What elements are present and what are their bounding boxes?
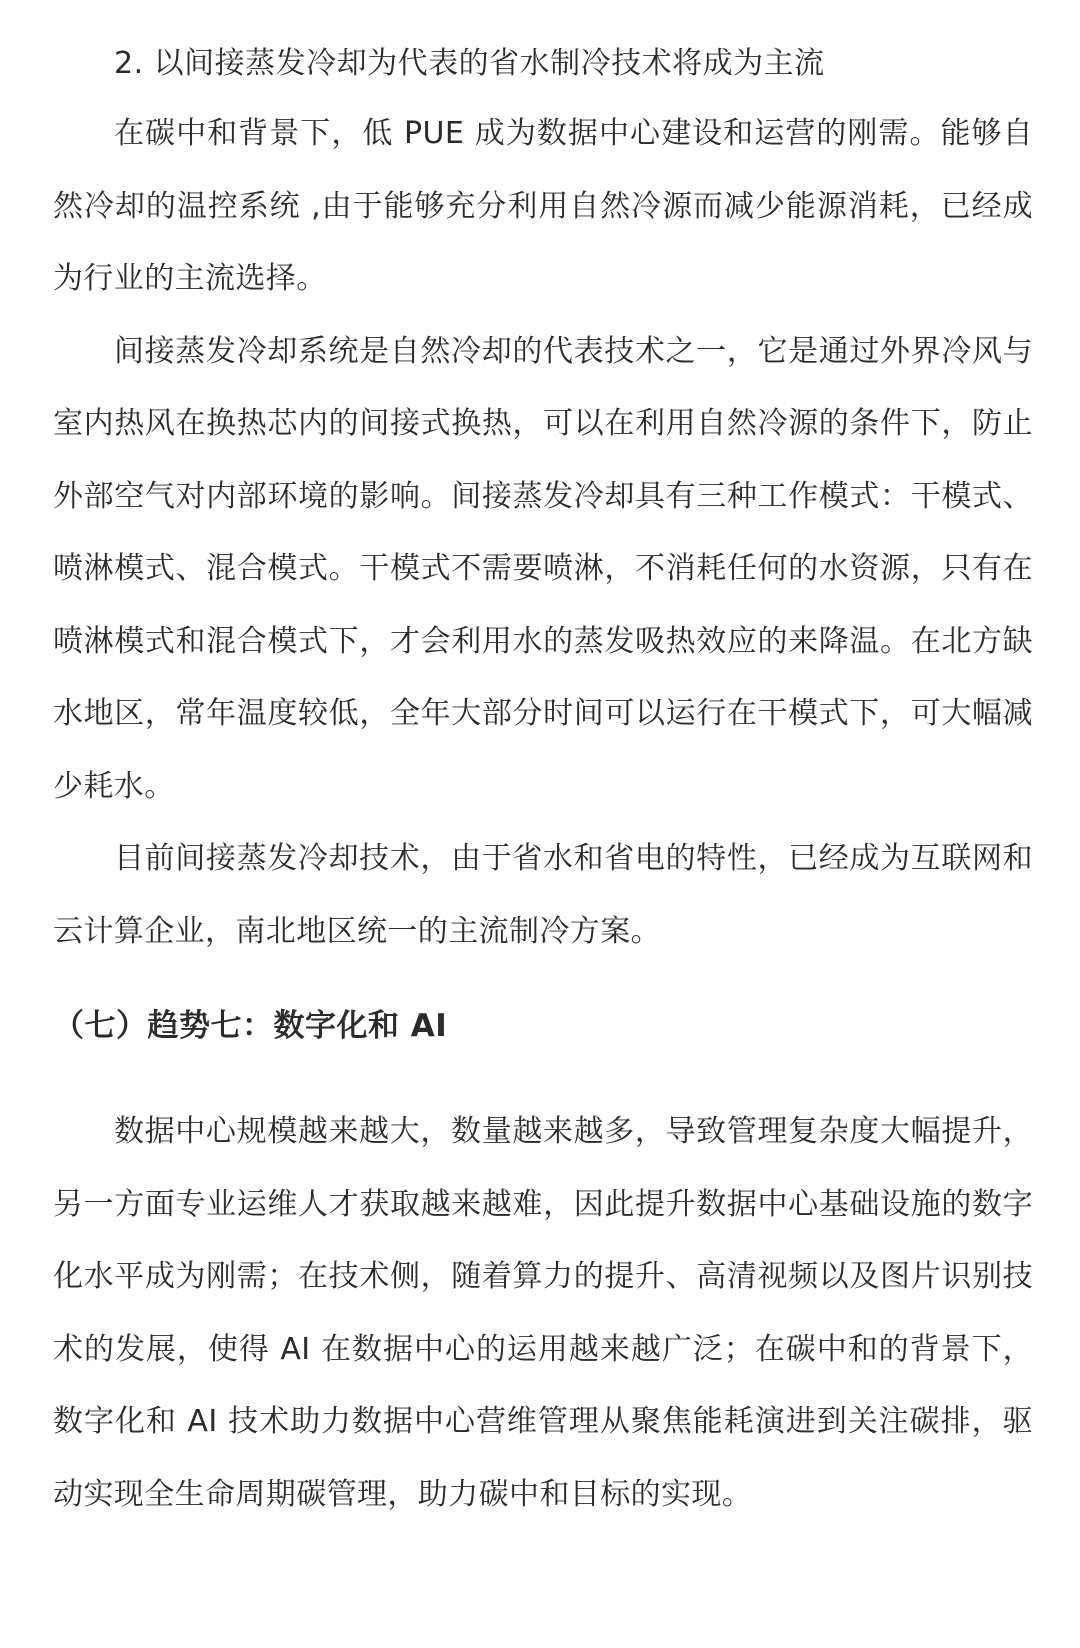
subsection-heading: 2. 以间接蒸发冷却为代表的省水制冷技术将成为主流 <box>114 46 825 81</box>
paragraph-indirect-evaporative-cooling: 间接蒸发冷却系统是自然冷却的代表技术之一，它是通过外界冷风与室内热风在换热芯内的间接式换热，可以在利用自然冷源的条件下，防止外部空气对内部环境的影响。间接蒸发冷却具有三种工作模式：干模式、喷淋模式、混合模式。干模式不需要喷淋，不消耗任何的水资源，只有在喷淋模式和混合模式下，才会利用水的蒸发吸热效应的来降温。在北方缺水地区，常年温度较低，全年大部分时间可以运行在干模式下，可大幅减少耗水。 <box>53 333 1033 804</box>
paragraph-mainstream-solution: 目前间接蒸发冷却技术，由于省水和省电的特性，已经成为互联网和云计算企业，南北地区统一的主流制冷方案。 <box>53 841 1033 949</box>
article-body <box>53 0 1033 1531</box>
section-heading-trend-seven: （七）趋势七：数字化和 AI <box>53 1008 448 1044</box>
paragraph-low-pue: 在碳中和背景下，低 PUE 成为数据中心建设和运营的刚需。能够自然冷却的温控系统 ,由于能够充分利用自然冷源而减少能源消耗，已经成为行业的主流选择。 <box>53 116 1033 296</box>
paragraph-digitalization-ai: 数据中心规模越来越大，数量越来越多，导致管理复杂度大幅提升，另一方面专业运维人才获取越来越难，因此提升数据中心基础设施的数字化水平成为刚需；在技术侧，随着算力的提升、高清视频以及图片识别技术的发展，使得 AI 在数据中心的运用越来越广泛；在碳中和的背景下，数字化和 AI 技术助力数据中心营维管理从聚焦能耗演进到关注碳排，驱动实现全生命周期碳管理，助力碳中和目标的实现。 <box>53 1114 1033 1512</box>
